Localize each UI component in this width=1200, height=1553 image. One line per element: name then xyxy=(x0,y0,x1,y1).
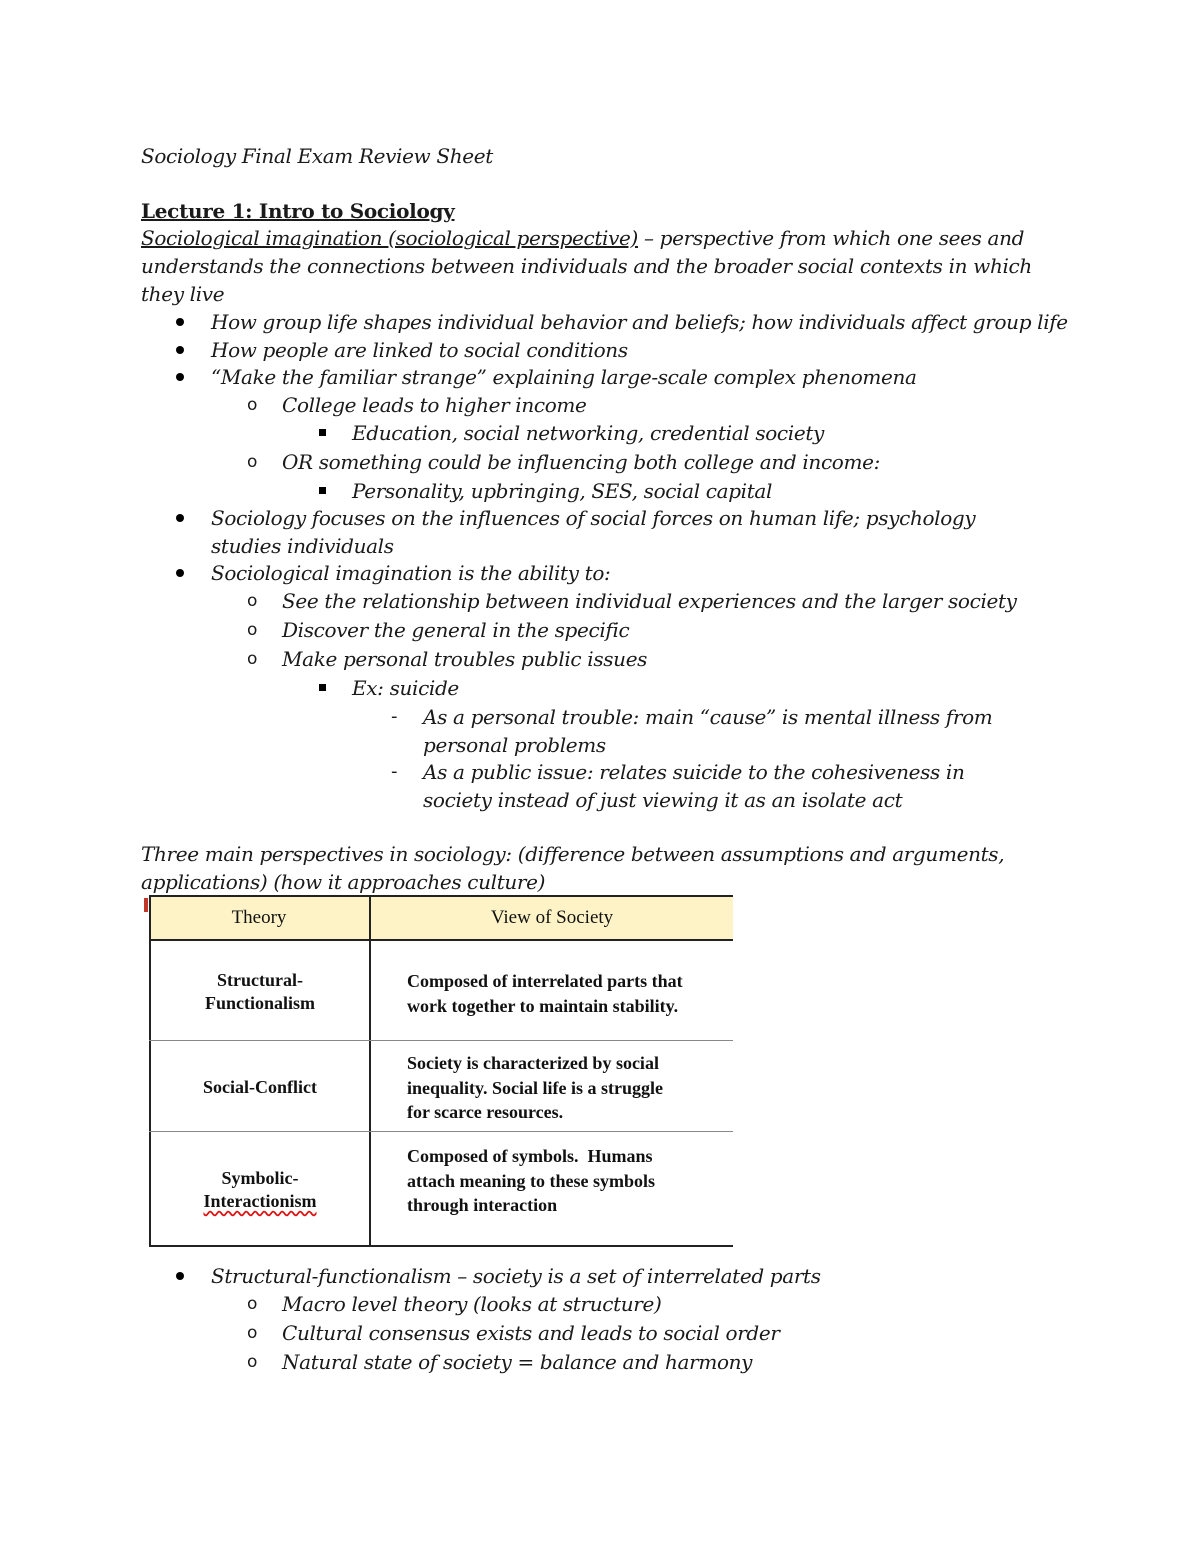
square-bullet-icon xyxy=(319,487,326,494)
bullet-icon xyxy=(176,569,184,577)
lecture-heading: Lecture 1: Intro to Sociology xyxy=(141,199,455,223)
square-bullet-icon xyxy=(319,684,326,691)
dash-bullet-icon: - xyxy=(391,761,398,782)
bullet-icon xyxy=(176,318,184,326)
table-cell-theory: Structural- Functionalism xyxy=(204,970,315,1013)
comment-marker xyxy=(144,898,148,912)
document-page: Sociology Final Exam Review Sheet Lecture 1: Intro to Sociology Sociological imagination (sociological perspective) – perspective from which one sees and understands the connections between individuals and the broader social contexts in which they live How group life shapes individual behavior and beliefs; how individuals affect group life How people are linked to social conditions “Make the familiar strange” explaining large-scale complex phenomena o College leads to higher income Education, social networking, credential society o OR something could be influencing both college and income: Personality, upbringing, SES, social capital Sociology focuses on the influences of social forces on human life; psychology studies individuals Sociological imagination is the ability to: o See the relationship between individual experiences and the larger society o Discover the general in the specific o Make personal troubles public issues Ex: suicide - As a personal trouble: main “cause” is mental illness from personal problems - As a public issue: relates suicide to the cohesiveness in society instead of just viewing it as an isolate act Three main perspectives in sociology: (difference between assumptions and arguments, applications) (how it approaches culture) Theory View of Society Structural- Functionalism Composed of interrelated parts that work together to maintain stability. Social-Conflict Society is characterized by social inequality. Social life is a struggle for scarce resources. Symbolic- Interactionism Composed of symbols. Humans attach meaning to these symbols through interaction Structural-functionalism – society is a set of interrelated parts o Macro level theory (looks at structure) o Cultural consensus exists and leads to social order o Natural state of society = balance and harmony xyxy=(141,144,1068,1374)
bullet-icon xyxy=(176,373,184,381)
circle-bullet-icon: o xyxy=(247,591,258,611)
circle-bullet-icon: o xyxy=(247,1294,258,1314)
document-title: Sociology Final Exam Review Sheet xyxy=(141,144,493,168)
table-cell-view: Society is characterized by social inequality. Social life is a struggle for scarce resources. xyxy=(407,1053,664,1122)
table-cell-view: Composed of symbols. Humans attach meaning to these symbols through interaction xyxy=(407,1146,655,1215)
list-item: - As a public issue: relates suicide to the cohesiveness in society instead of just viewing it as an isolate act xyxy=(391,760,965,812)
circle-bullet-icon: o xyxy=(247,1323,258,1343)
table-cell-view: Composed of interrelated parts that work together to maintain stability. xyxy=(407,971,683,1016)
bullet-icon xyxy=(176,514,184,522)
definition-paragraph xyxy=(141,224,1041,308)
list-item: - As a personal trouble: main “cause” is mental illness from personal problems xyxy=(391,705,993,757)
table-cell-theory: Symbolic- Interactionism xyxy=(203,1168,317,1211)
bullet-icon xyxy=(176,1272,184,1280)
table-cell-theory: Social-Conflict xyxy=(203,1077,317,1097)
dash-bullet-icon: - xyxy=(391,706,398,727)
definition-text: – perspective from which one sees and understands the connections between individuals and the broader social contexts in which they live xyxy=(141,226,1032,306)
table-header-view: View of Society xyxy=(490,907,614,928)
circle-bullet-icon: o xyxy=(247,452,258,472)
bullet-icon xyxy=(176,346,184,354)
definition-term: Sociological imagination (sociological perspective) xyxy=(141,226,638,250)
circle-bullet-icon: o xyxy=(247,649,258,669)
theory-table xyxy=(149,895,733,1247)
circle-bullet-icon: o xyxy=(247,620,258,640)
perspectives-intro: Three main perspectives in sociology: (difference between assumptions and arguments, applications) (how it approaches culture) xyxy=(141,842,1005,894)
square-bullet-icon xyxy=(319,429,326,436)
list-item: Sociology focuses on the influences of social forces on human life; psychology studies individuals xyxy=(172,504,1042,560)
circle-bullet-icon: o xyxy=(247,395,258,415)
circle-bullet-icon: o xyxy=(247,1352,258,1372)
table-header-theory: Theory xyxy=(231,907,287,928)
